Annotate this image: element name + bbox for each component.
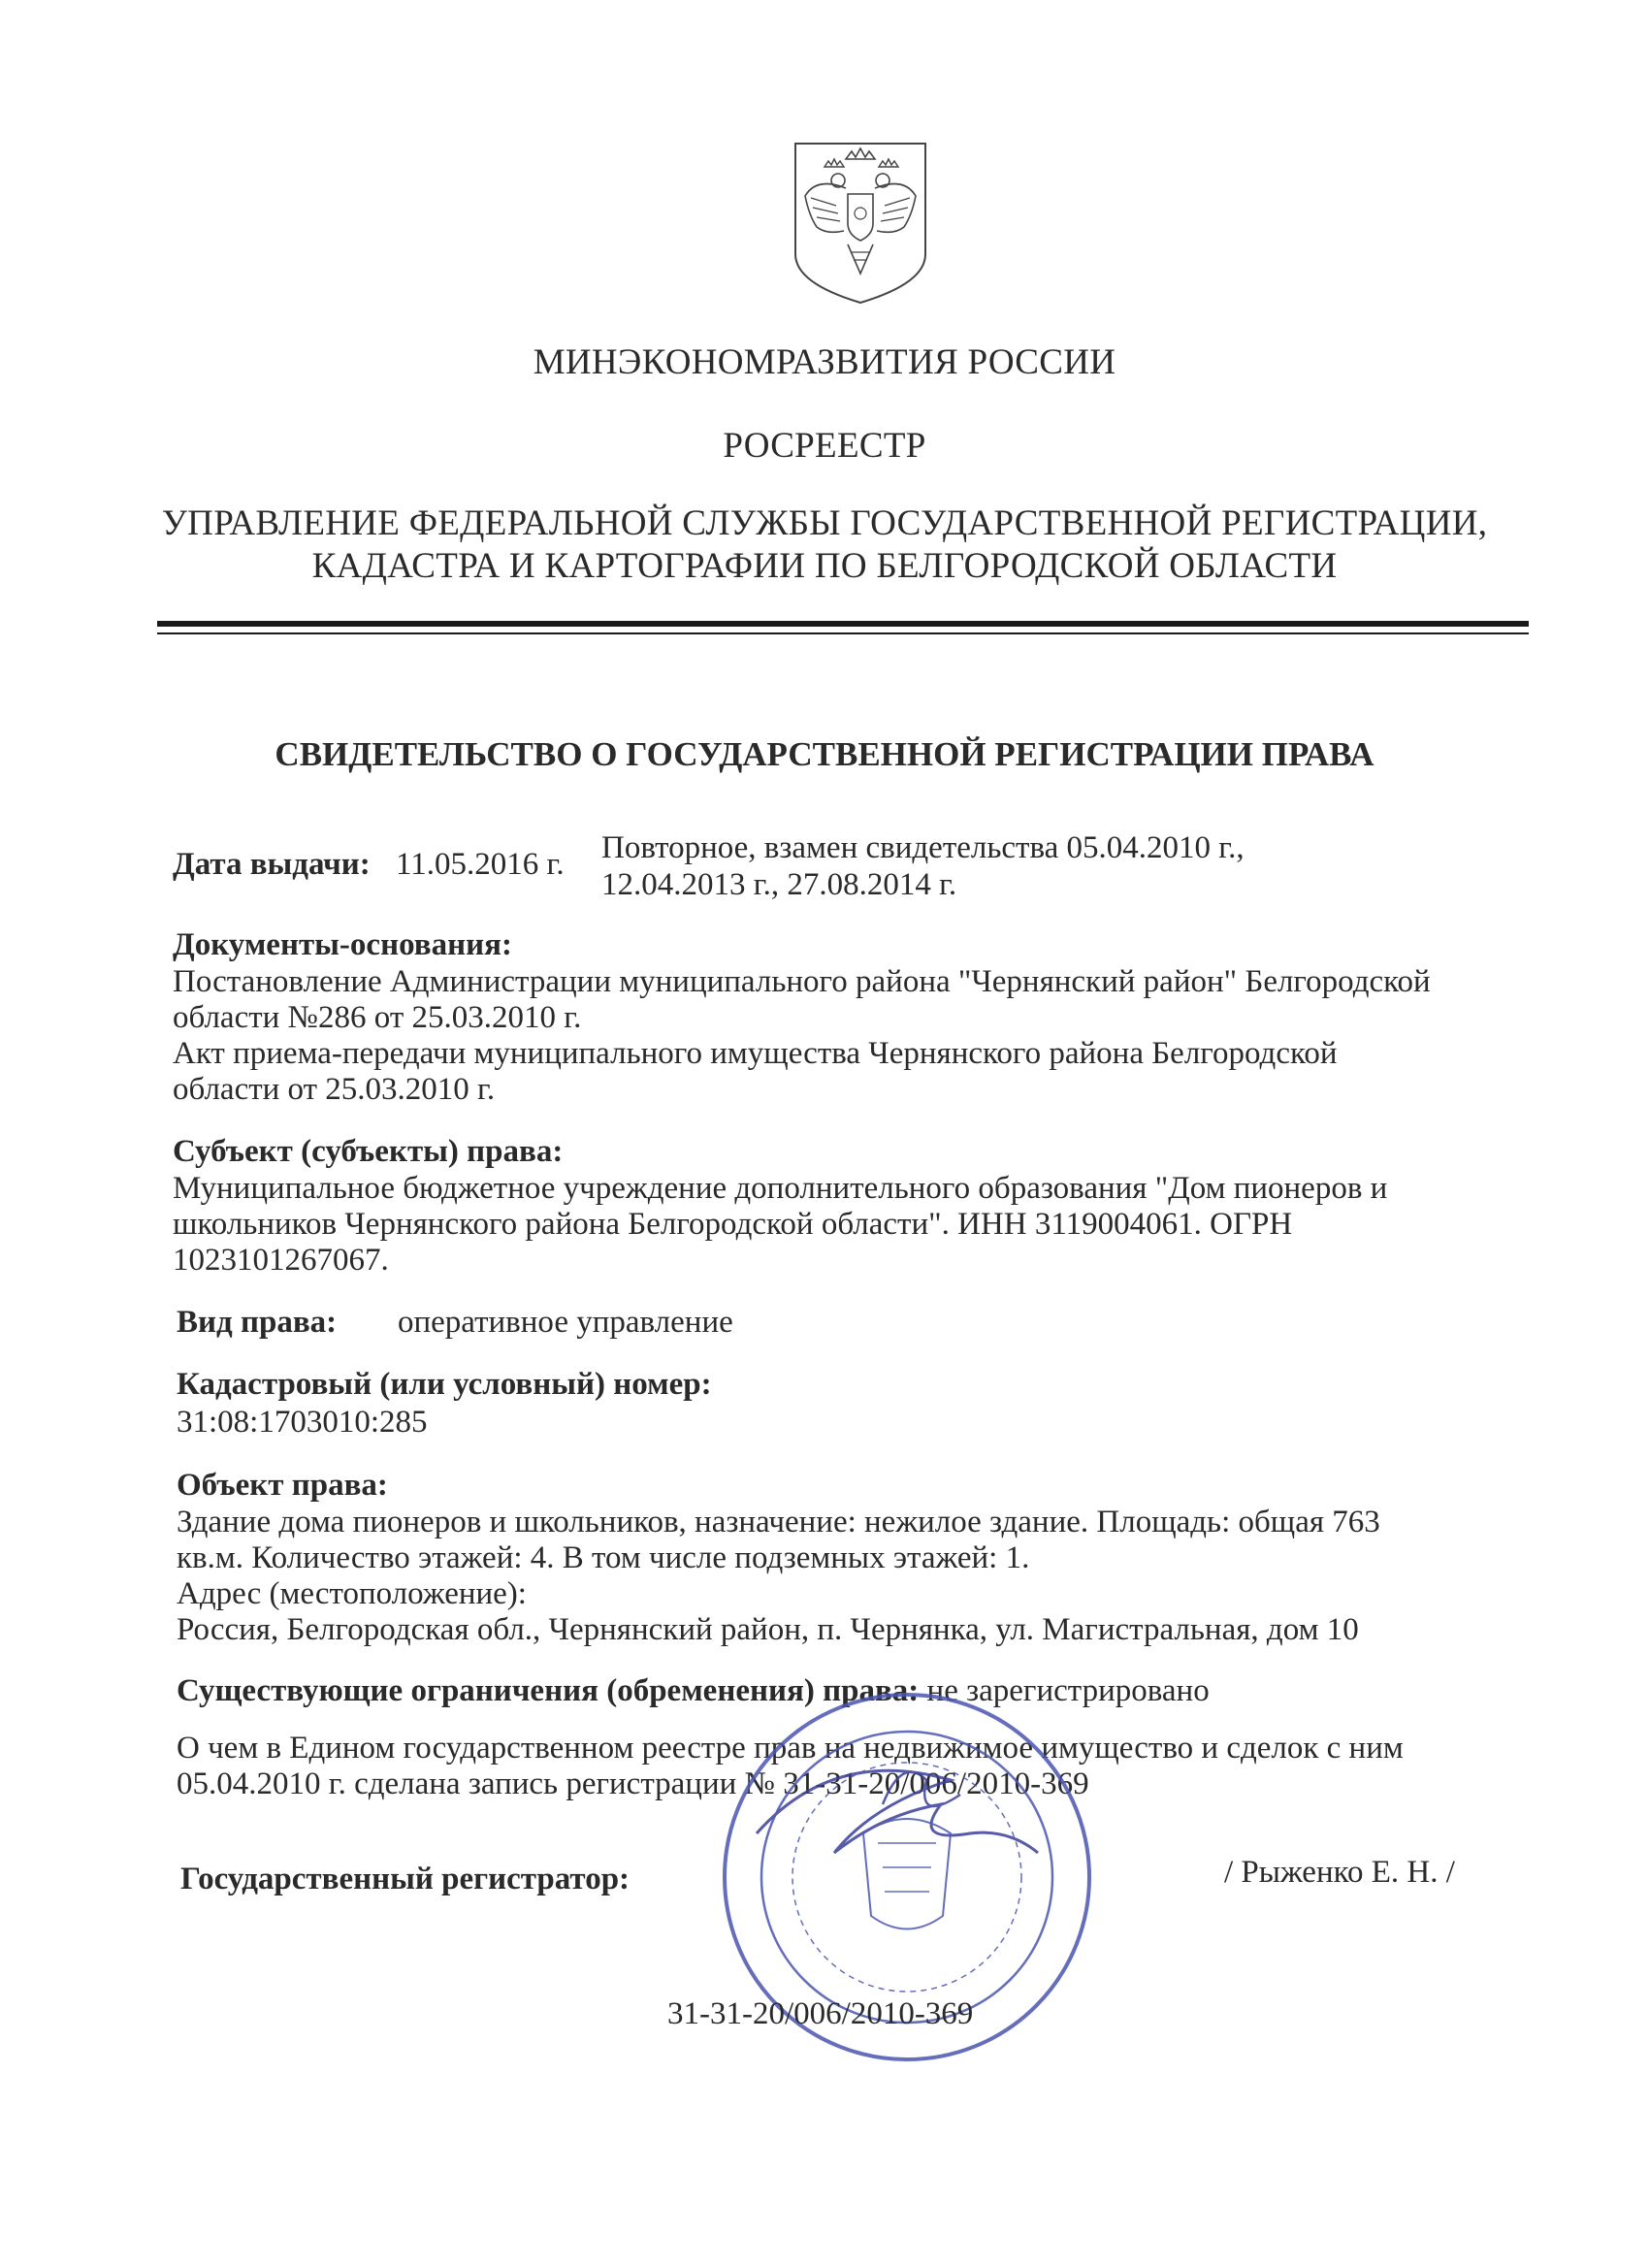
coat-of-arms-emblem: [788, 138, 933, 305]
reissue-note-line-2: 12.04.2013 г., 27.08.2014 г.: [601, 867, 957, 902]
documents-label: Документы-основания:: [173, 927, 512, 962]
right-type-value: оперативное управление: [398, 1305, 733, 1340]
object-line: кв.м. Количество этажей: 4. В том числе подземных этажей: 1.: [177, 1540, 1030, 1575]
cadastral-label: Кадастровый (или условный) номер:: [177, 1367, 712, 1402]
header-rule-thick: [157, 621, 1529, 627]
documents-line: Постановление Администрации муниципального района "Чернянский район" Белгородской: [173, 964, 1431, 999]
restrictions-value: не зарегистрировано: [926, 1673, 1210, 1708]
document-title: СВИДЕТЕЛЬСТВО О ГОСУДАРСТВЕННОЙ РЕГИСТРАЦИИ ПРАВА: [275, 735, 1374, 773]
issue-date-value: 11.05.2016 г.: [396, 847, 565, 882]
subject-label: Субъект (субъекты) права:: [173, 1134, 564, 1169]
reissue-note-line-1: Повторное, взамен свидетельства 05.04.2010 г.,: [601, 830, 1245, 865]
cadastral-value: 31:08:1703010:285: [177, 1405, 428, 1440]
record-line-2: 05.04.2010 г. сделана запись регистрации № 31-31-20/006/2010-369: [177, 1766, 1089, 1801]
object-line: Россия, Белгородская обл., Чернянский район, п. Чернянка, ул. Магистральная, дом 10: [177, 1612, 1359, 1647]
header-rule-thin: [157, 632, 1529, 634]
department-line-2: КАДАСТРА И КАРТОГРАФИИ ПО БЕЛГОРОДСКОЙ ОБЛАСТИ: [311, 546, 1338, 586]
documents-line: области от 25.03.2010 г.: [173, 1072, 496, 1107]
restrictions-label: Существующие ограничения (обременения) права:: [177, 1673, 920, 1708]
issue-date-label: Дата выдачи:: [173, 847, 371, 882]
object-line: Адрес (местоположение):: [177, 1576, 527, 1611]
documents-line: области №286 от 25.03.2010 г.: [173, 1000, 582, 1035]
right-type-label: Вид права:: [177, 1305, 338, 1340]
registrar-label: Государственный регистратор:: [180, 1862, 630, 1896]
subject-line: школьников Чернянского района Белгородской области". ИНН 3119004061. ОГРН: [173, 1207, 1293, 1242]
department-line-1: УПРАВЛЕНИЕ ФЕДЕРАЛЬНОЙ СЛУЖБЫ ГОСУДАРСТВЕННОЙ РЕГИСТРАЦИИ,: [161, 503, 1488, 543]
registrar-name: / Рыженко Е. Н. /: [1224, 1855, 1455, 1890]
object-line: Здание дома пионеров и школьников, назначение: нежилое здание. Площадь: общая 763: [177, 1505, 1380, 1539]
subject-line: 1023101267067.: [173, 1243, 389, 1278]
footer-registration-number: 31-31-20/006/2010-369: [667, 1996, 974, 2031]
ministry-name: МИНЭКОНОМРАЗВИТИЯ РОССИИ: [533, 342, 1116, 382]
documents-line: Акт приема-передачи муниципального имущества Чернянского района Белгородской: [173, 1036, 1338, 1071]
object-label: Объект права:: [177, 1468, 388, 1503]
subject-line: Муниципальное бюджетное учреждение дополнительного образования "Дом пионеров и: [173, 1171, 1388, 1206]
agency-name: РОСРЕЕСТР: [723, 426, 926, 466]
record-line-1: О чем в Едином государственном реестре прав на недвижимое имущество и сделок с ним: [177, 1731, 1404, 1766]
